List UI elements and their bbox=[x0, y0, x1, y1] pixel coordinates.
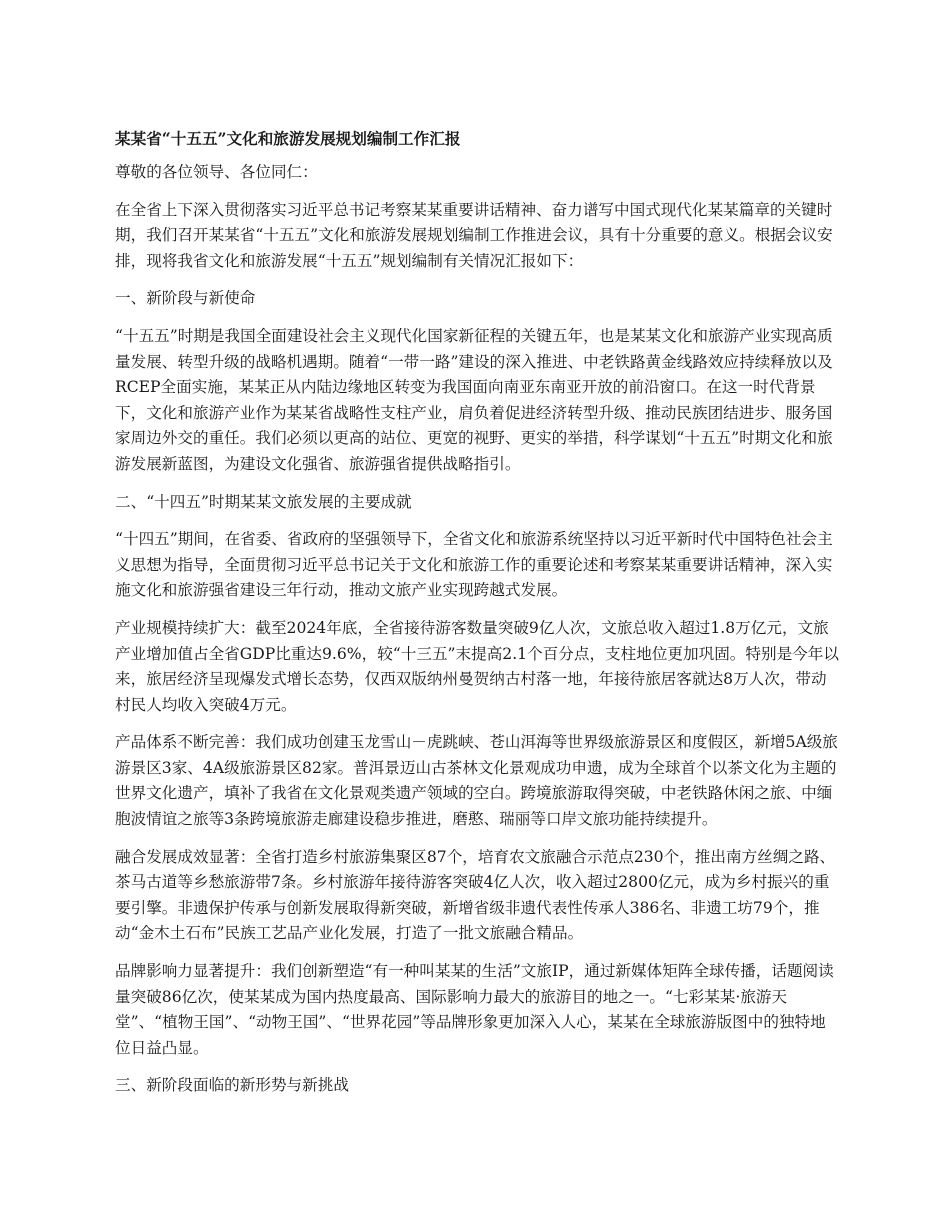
section-2-paragraph-products: 产品体系不断完善：我们成功创建玉龙雪山－虎跳峡、苍山洱海等世界级旅游景区和度假区，新增5A级旅游景区3家、4A级旅游景区82家。普洱景迈山古茶林文化景观成功申遗，成为全球首个以茶文化为主题的世界文化遗产，填补了我省在文化景观类遗产领域的空白。跨境旅游取得突破，中老铁路休闲之旅、中缅胞波情谊之旅等3条跨境旅游走廊建设稳步推进，磨憨、瑞丽等口岸文旅功能持续提升。 bbox=[115, 733, 838, 829]
section-2-paragraph-brand: 品牌影响力显著提升：我们创新塑造“有一种叫某某的生活”文旅IP，通过新媒体矩阵全球传播，话题阅读量突破86亿次，使某某成为国内热度最高、国际影响力最大的旅游目的地之一。“七彩某某·旅游天堂”、“植物王国”、“动物王国”、“世界花园”等品牌形象更加深入人心，某某在全球旅游版图中的独特地位日益凸显。 bbox=[115, 962, 834, 1057]
document-title: 某某省“十五五”文化和旅游发展规划编制工作汇报 bbox=[115, 129, 461, 148]
section-2-paragraph-scale: 产业规模持续扩大：截至2024年底，全省接待游客数量突破9亿人次，文旅总收入超过1.8万亿元，文旅产业增加值占全省GDP比重达9.6%，较“十三五”末提高2.1个百分点，支柱地位更加巩固。特别是今年以来，旅居经济呈现爆发式增长态势，仅西双版纳州曼贺纳古村落一地，年接待旅居客就达8万人次，带动村民人均收入突破4万元。 bbox=[115, 618, 839, 714]
greeting: 尊敬的各位领导、各位同仁： bbox=[115, 163, 318, 181]
section-heading-2: 二、“十四五”时期某某文旅发展的主要成就 bbox=[115, 492, 412, 511]
section-heading-3: 三、新阶段面临的新形势与新挑战 bbox=[115, 1076, 349, 1095]
section-1-paragraph: “十五五”时期是我国全面建设社会主义现代化国家新征程的关键五年，也是某某文化和旅游产业实现高质量发展、转型升级的战略机遇期。随着“一带一路”建设的深入推进、中老铁路黄金线路效应持续释放以及RCEP全面实施，某某正从内陆边缘地区转变为我国面向南亚东南亚开放的前沿窗口。在这一时代背景下，文化和旅游产业作为某某省战略性支柱产业，肩负着促进经济转型升级、推动民族团结进步、服务国家周边外交的重任。我们必须以更高的站位、更宽的视野、更实的举措，科学谋划“十五五”时期文化和旅游发展新蓝图，为建设文化强省、旅游强省提供战略指引。 bbox=[115, 326, 833, 473]
section-2-paragraph-overview: “十四五”期间，在省委、省政府的坚强领导下，全省文化和旅游系统坚持以习近平新时代中国特色社会主义思想为指导，全面贯彻习近平总书记关于文化和旅游工作的重要论述和考察某某重要讲话精神，深入实施文化和旅游强省建设三年行动，推动文旅产业实现跨越式发展。 bbox=[115, 530, 833, 600]
section-heading-1: 一、新阶段与新使命 bbox=[115, 289, 256, 308]
section-2-paragraph-integration: 融合发展成效显著：全省打造乡村旅游集聚区87个，培育农文旅融合示范点230个，推出南方丝绸之路、茶马古道等乡愁旅游带7条。乡村旅游年接待游客突破4亿人次，收入超过2800亿元，成为乡村振兴的重要引擎。非遗保护传承与创新发展取得新突破，新增省级非遗代表性传承人386名、非遗工坊79个，推动“金木土石布”民族工艺品产业化发展，打造了一批文旅融合精品。 bbox=[115, 847, 836, 943]
intro-paragraph: 在全省上下深入贯彻落实习近平总书记考察某某重要讲话精神、奋力谱写中国式现代化某某篇章的关键时期，我们召开某某省“十五五”文化和旅游发展规划编制工作推进会议，具有十分重要的意义。根据会议安排，现将我省文化和旅游发展“十五五”规划编制有关情况汇报如下： bbox=[115, 200, 833, 270]
document-page bbox=[115, 118, 840, 1111]
